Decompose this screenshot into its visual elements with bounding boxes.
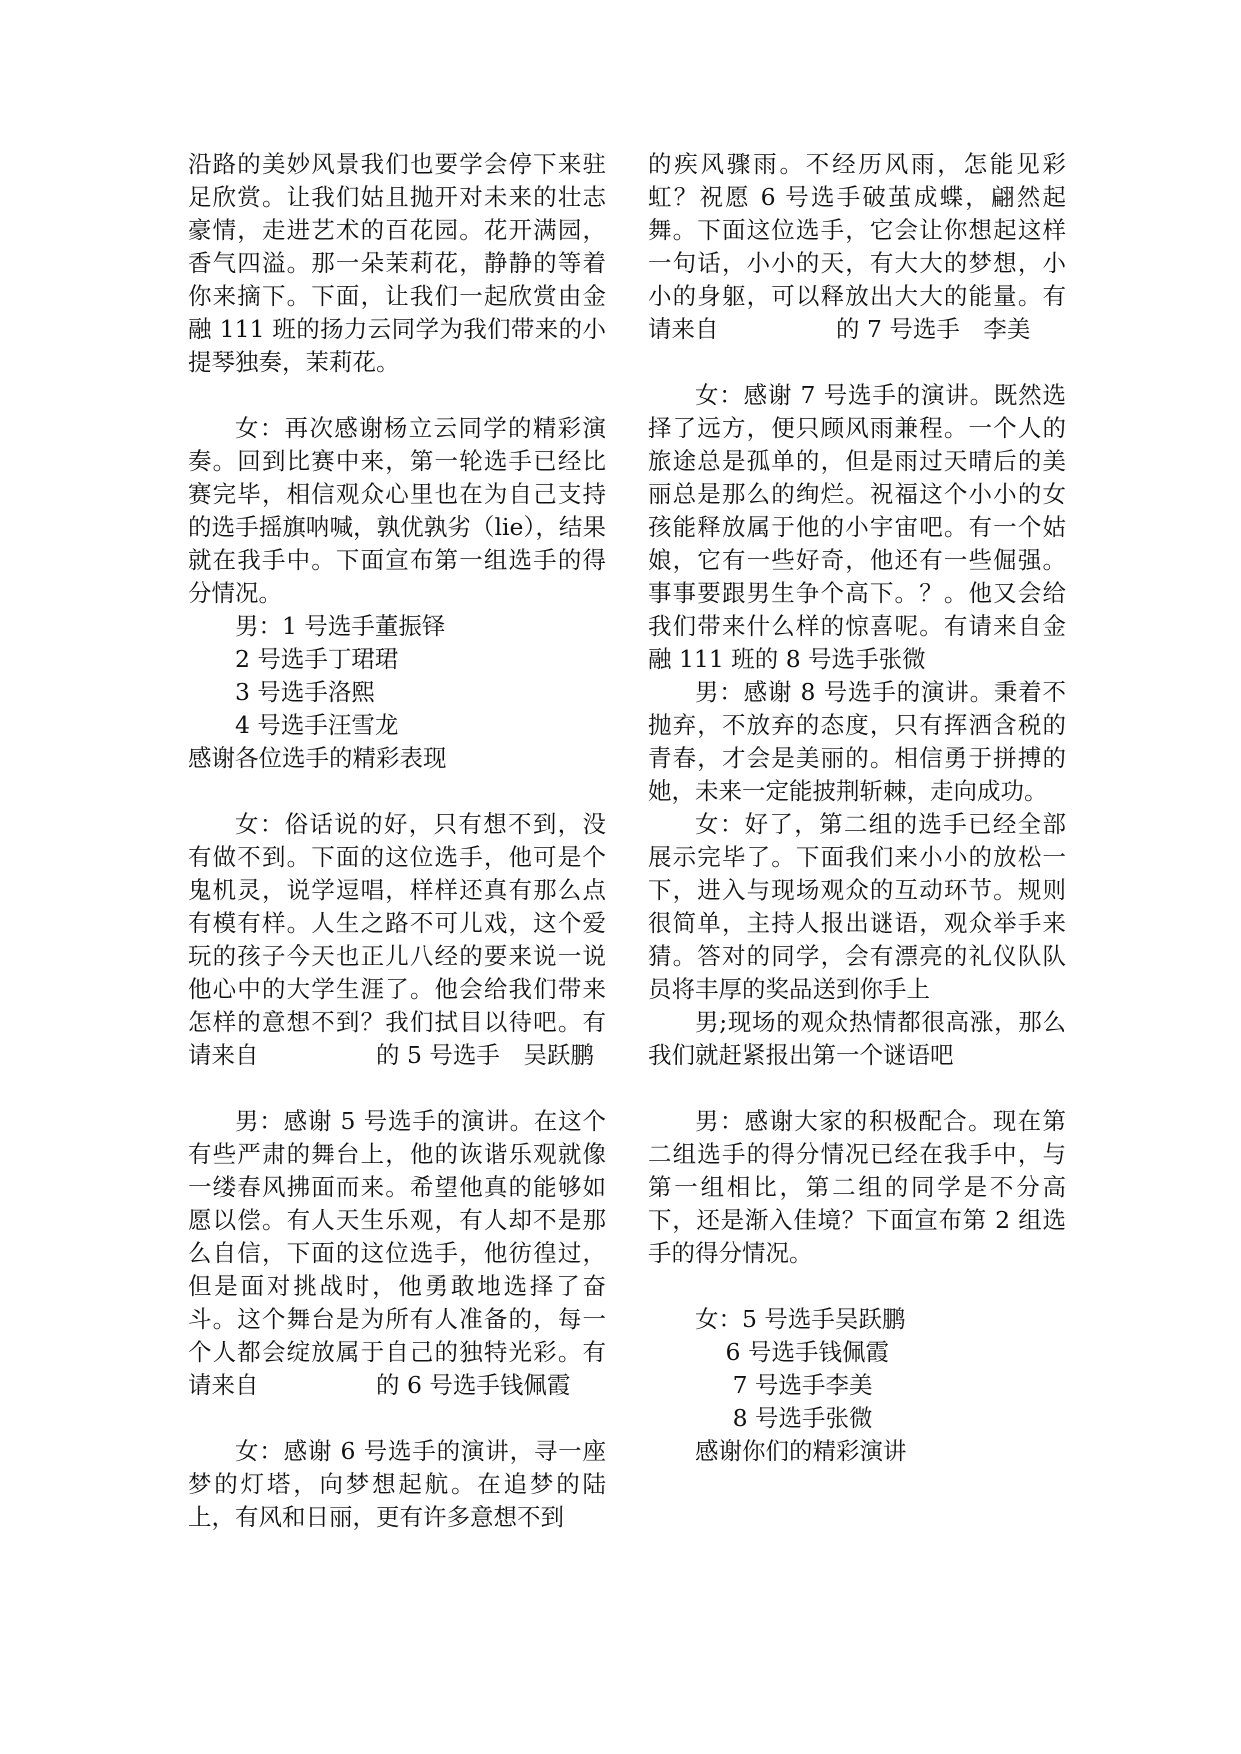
right-column bbox=[648, 148, 1066, 1468]
thanks-line-2: 感谢你们的精彩演讲 bbox=[695, 1437, 907, 1465]
paragraph-thanks-6-start: 女：感谢 6 号选手的演讲，寻一座梦的灯塔，向梦想起航。在追梦的陆上，有风和日丽，更有许多意想不到 bbox=[188, 1437, 606, 1531]
paragraph-thanks-8: 男：感谢 8 号选手的演讲。秉着不抛弃，不放弃的态度，只有挥洒含税的青春，才会是美丽的。相信勇于拼搏的她，未来一定能披荆斩棘，走向成功。 bbox=[648, 678, 1066, 805]
paragraph-gap bbox=[188, 1402, 606, 1435]
score-line-4: 4 号选手汪雪龙 bbox=[235, 711, 399, 739]
score-line-6: 6 号选手钱佩霞 bbox=[725, 1338, 889, 1366]
score-line-7: 7 号选手李美 bbox=[732, 1371, 873, 1399]
paragraph-contestant-8: 女：感谢 7 号选手的演讲。既然选择了远方，便只顾风雨兼程。一个人的旅途总是孤单的，但是雨过天晴后的美丽总是那么的绚烂。祝福这个小小的女孩能释放属于他的小宇宙吧。有一个姑娘，它有一些好奇，他还有一些倔强。事事要跟男生争个高下。？。他又会给我们带来什么样的惊喜呢。有请来自金融 111 班的 8 号选手张微 bbox=[648, 381, 1066, 673]
paragraph-gap bbox=[188, 379, 606, 412]
paragraph-intro-jasmine: 沿路的美妙风景我们也要学会停下来驻足欣赏。让我们姑且抛开对未来的壮志豪情，走进艺术的百花园。花开满园，香气四溢。那一朵茉莉花，静静的等着你来摘下。下面，让我们一起欣赏由金融 111 班的扬力云同学为我们带来的小提琴独奏，茉莉花。 bbox=[188, 150, 606, 376]
score-line-8: 8 号选手张微 bbox=[732, 1404, 873, 1432]
paragraph-gap bbox=[648, 346, 1066, 379]
paragraph-gap bbox=[188, 775, 606, 808]
paragraph-group2-results-intro: 男：感谢大家的积极配合。现在第二组选手的得分情况已经在我手中，与第一组相比，第二组的同学是不分高下，还是渐入佳境？下面宣布第 2 组选手的得分情况。 bbox=[648, 1107, 1066, 1267]
paragraph-contestant-7: 的疾风骤雨。不经历风雨，怎能见彩虹？祝愿 6 号选手破茧成蝶，翩然起舞。下面这位选手，它会让你想起这样一句话，小小的天，有大大的梦想，小小的身躯，可以释放出大大的能量。有请来自 的 7 号选手 李美 bbox=[648, 150, 1066, 343]
paragraph-group1-results-intro: 女：再次感谢杨立云同学的精彩演奏。回到比赛中来，第一轮选手已经比赛完毕，相信观众心里也在为自己支持的选手摇旗呐喊，孰优孰劣（lie），结果就在我手中。下面宣布第一组选手的得分情况。 bbox=[188, 414, 606, 607]
paragraph-gap bbox=[648, 1270, 1066, 1303]
score-line-1: 男：1 号选手董振铎 bbox=[235, 612, 446, 640]
thanks-line-1: 感谢各位选手的精彩表现 bbox=[188, 744, 447, 772]
paragraph-gap bbox=[648, 1072, 1066, 1105]
score-line-5: 女：5 号选手吴跃鹏 bbox=[695, 1305, 906, 1333]
paragraph-interaction: 女：好了，第二组的选手已经全部展示完毕了。下面我们来小小的放松一下，进入与现场观众的互动环节。规则很简单，主持人报出谜语，观众举手来猜。答对的同学，会有漂亮的礼仪队队员将丰厚的奖品送到你手上 bbox=[648, 810, 1066, 1003]
paragraph-riddle: 男;现场的观众热情都很高涨，那么我们就赶紧报出第一个谜语吧 bbox=[648, 1008, 1066, 1069]
paragraph-contestant-5: 女：俗话说的好，只有想不到，没有做不到。下面的这位选手，他可是个鬼机灵，说学逗唱，样样还真有那么点有模有样。人生之路不可儿戏，这个爱玩的孩子今天也正儿八经的要来说一说他心中的大学生涯了。他会给我们带来怎样的意想不到？我们拭目以待吧。有请来自 的 5 号选手 吴跃鹏 bbox=[188, 810, 606, 1069]
paragraph-contestant-6: 男：感谢 5 号选手的演讲。在这个有些严肃的舞台上，他的诙谐乐观就像一缕春风拂面而来。希望他真的能够如愿以偿。有人天生乐观，有人却不是那么自信，下面的这位选手，他彷徨过，但是面对挑战时，他勇敢地选择了奋斗。这个舞台是为所有人准备的，每一个人都会绽放属于自己的独特光彩。有请来自 的 6 号选手钱佩霞 bbox=[188, 1107, 606, 1399]
paragraph-gap bbox=[188, 1072, 606, 1105]
left-column bbox=[188, 148, 606, 1534]
score-line-3: 3 号选手洛熙 bbox=[235, 678, 375, 706]
score-line-2: 2 号选手丁珺珺 bbox=[235, 645, 399, 673]
